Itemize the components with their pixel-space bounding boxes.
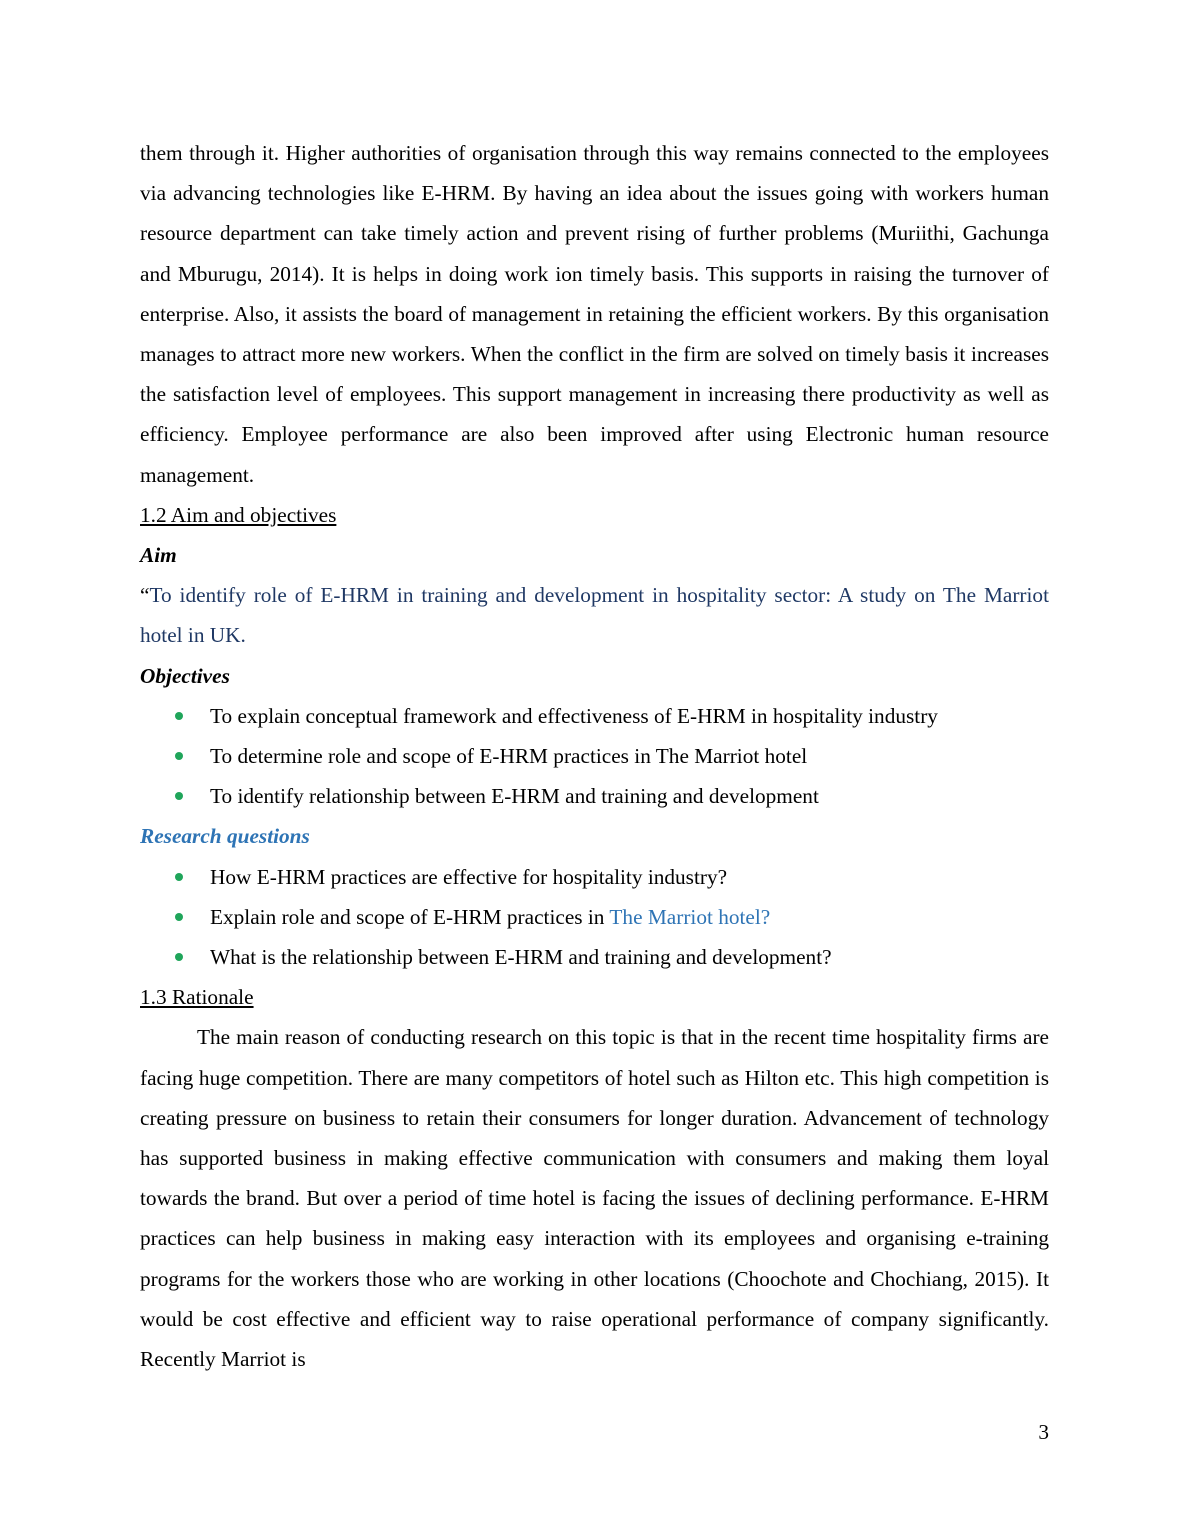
page-number: 3 xyxy=(1038,1420,1049,1444)
intro-paragraph: them through it. Higher authorities of organisation through this way remains connected to the employees via advancing technologies like E-HRM. By having an idea about the issues going with workers human resource department can take timely action and prevent rising of further problems (Muriithi, Gachunga and Mburugu, 2014). It is helps in doing work ion timely basis. This supports in raising the turnover of enterprise. Also, it assists the board of management in retaining the efficient workers. By this organisation manages to attract more new workers. When the conflict in the firm are solved on timely basis it increases the satisfaction level of employees. This support management in increasing there productivity as well as efficiency. Employee performance are also been improved after using Electronic human resource management. xyxy=(140,141,1049,487)
objective-text: To identify relationship between E-HRM and training and development xyxy=(210,784,819,809)
rationale-paragraph: The main reason of conducting research on this topic is that in the recent time hospitality firms are facing huge competition. There are many competitors of hotel such as Hilton etc. This high competition is creating pressure on business to retain their consumers for longer duration. Advancement of technology has supported business in making effective communication with consumers and making them loyal towards the brand. But over a period of time hotel is facing the issues of declining performance. E-HRM practices can help business in making easy interaction with its employees and organising e-training programs for the workers those who are working in other locations (Choochote and Chochiang, 2015). It would be cost effective and efficient way to raise operational performance of company significantly. Recently Marriot is xyxy=(140,1025,1049,1372)
objectives-label: Objectives xyxy=(140,663,230,688)
aim-statement xyxy=(140,575,1049,655)
list-item xyxy=(140,937,1049,977)
question-text: How E-HRM practices are effective for hospitality industry? xyxy=(210,864,728,889)
aim-quote-mark: “ xyxy=(140,583,150,608)
document-page xyxy=(140,133,1049,1379)
list-item xyxy=(140,857,1049,897)
question-highlight: The Marriot hotel? xyxy=(609,904,771,929)
research-questions-heading: Research questions xyxy=(140,824,310,849)
question-text: Explain role and scope of E-HRM practices in xyxy=(210,904,610,929)
bullet-icon xyxy=(175,953,183,961)
list-item xyxy=(140,736,1049,776)
bullet-icon xyxy=(175,913,183,921)
question-text: What is the relationship between E-HRM and training and development? xyxy=(210,945,832,970)
list-item xyxy=(140,696,1049,736)
objectives-list xyxy=(140,696,1049,817)
research-questions-list xyxy=(140,857,1049,978)
bullet-icon xyxy=(175,712,183,720)
list-item xyxy=(140,776,1049,816)
objective-text: To explain conceptual framework and effectiveness of E-HRM in hospitality industry xyxy=(210,703,938,728)
aim-objectives-heading: 1.2 Aim and objectives xyxy=(140,502,337,527)
objective-text: To determine role and scope of E-HRM practices in The Marriot hotel xyxy=(210,744,808,769)
bullet-icon xyxy=(175,752,183,760)
aim-text: To identify role of E-HRM in training and development in hospitality sector: A study on The Marriot hotel in UK. xyxy=(140,583,1049,648)
list-item xyxy=(140,897,1049,937)
bullet-icon xyxy=(175,873,183,881)
rationale-heading: 1.3 Rationale xyxy=(140,985,254,1010)
bullet-icon xyxy=(175,792,183,800)
aim-label: Aim xyxy=(140,543,177,568)
